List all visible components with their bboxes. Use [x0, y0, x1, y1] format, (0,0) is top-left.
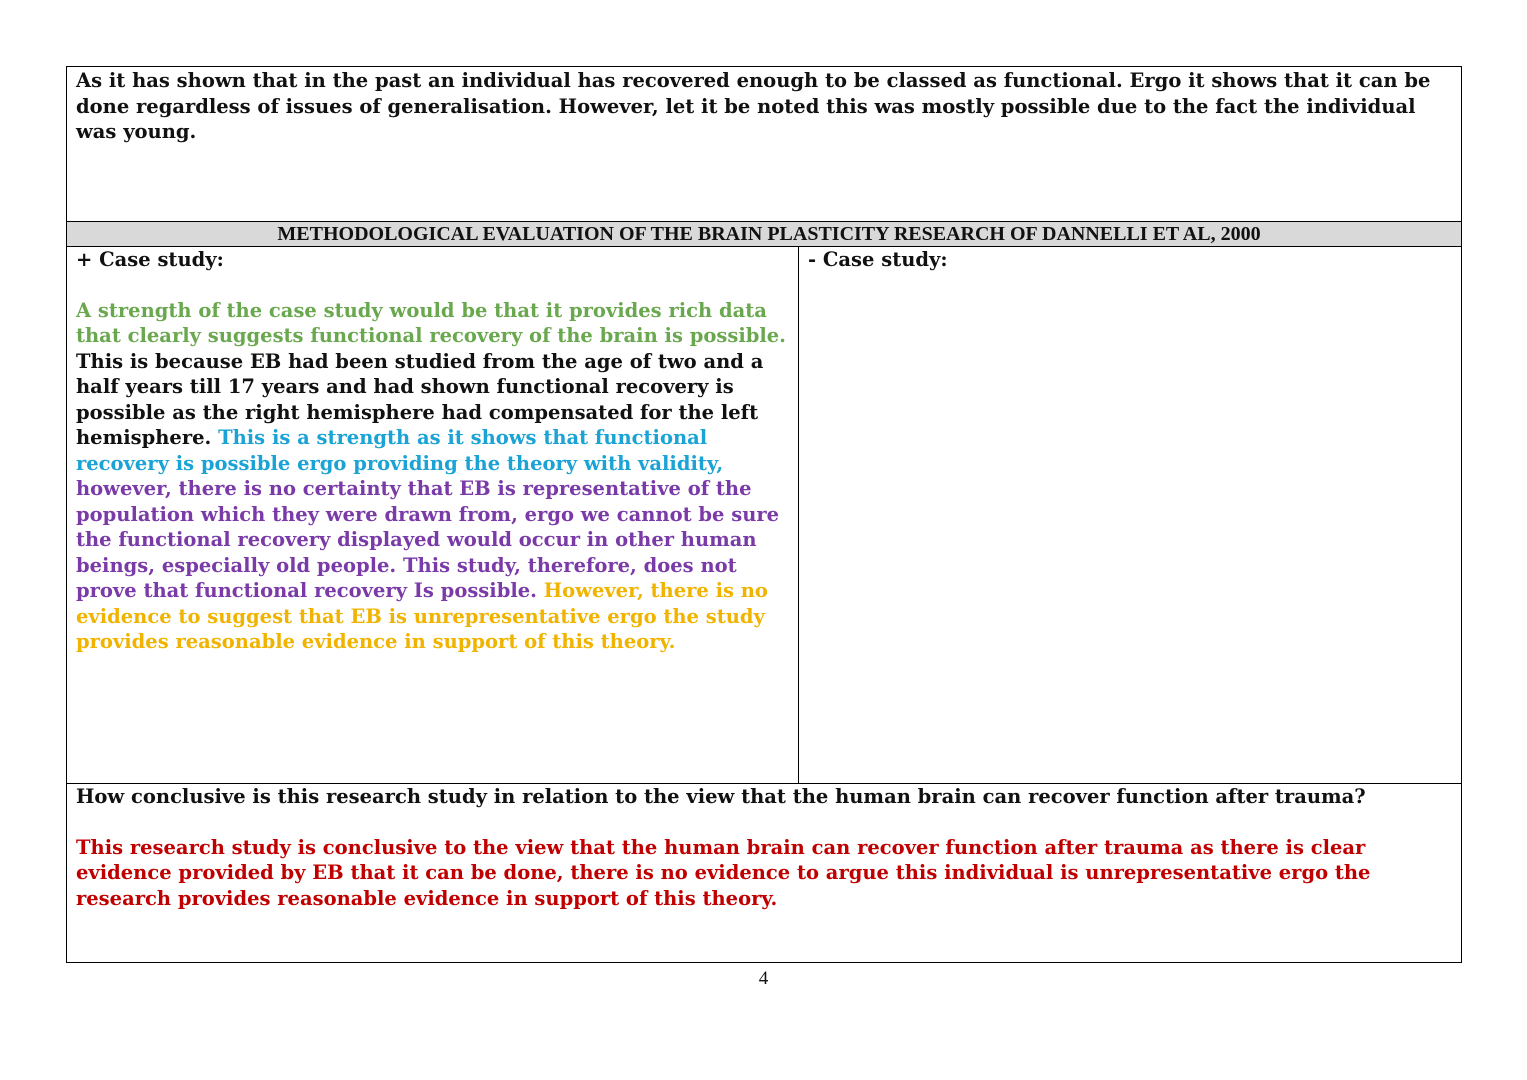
document-table: [66, 66, 1462, 963]
page-number: 4: [758, 968, 769, 989]
validity-text: This is a strength as it shows that functional recovery is possible ergo providing the theory with validity,: [76, 426, 724, 475]
top-paragraph: As it has shown that in the past an individual has recovered enough to be classed as functional. Ergo it shows that it can be done regardless of issues of generalisation. However, let it be noted this was mostly possible due to the fact the individual was young.: [76, 69, 1431, 143]
positive-label: + Case study:: [76, 248, 224, 271]
positive-evaluation-cell: [67, 247, 799, 783]
conclusion-question: How conclusive is this research study in relation to the view that the human brain can recover function after trauma?: [76, 785, 1366, 808]
negative-evaluation-cell: [799, 247, 1461, 783]
positive-paragraph: [76, 298, 790, 655]
counterpoint-text: However, there is no evidence to suggest that EB is unrepresentative ergo the study provides reasonable evidence in support of this theory.: [76, 579, 768, 653]
negative-label: - Case study:: [808, 248, 948, 271]
top-text-cell: [67, 67, 1461, 221]
conclusion-cell: [67, 783, 1461, 962]
limitation-text: however, there is no certainty that EB is representative of the population which they were drawn from, ergo we cannot be sure the functional recovery displayed would occur in other human beings, especially old people. This study, therefore, does not prove that functional recovery Is possible.: [76, 477, 780, 602]
conclusion-answer: This research study is conclusive to the view that the human brain can recover function after trauma as there is clear evidence provided by EB that it can be done, there is no evidence to argue this individual is unrepresentative ergo the research provides reasonable evidence in support of this theory.: [76, 835, 1371, 910]
section-header: [67, 221, 1461, 247]
section-title: METHODOLOGICAL EVALUATION OF THE BRAIN PLASTICITY RESEARCH OF DANNELLI ET AL, 2000: [277, 223, 1261, 245]
strength-text: A strength of the case study would be that it provides rich data that clearly suggests functional recovery of the brain is possible.: [76, 298, 786, 347]
explanation-text: This is because EB had been studied from the age of two and a half years till 17 years and had shown functional recovery is possible as the right hemisphere had compensated for the left hemisphere.: [76, 349, 764, 449]
